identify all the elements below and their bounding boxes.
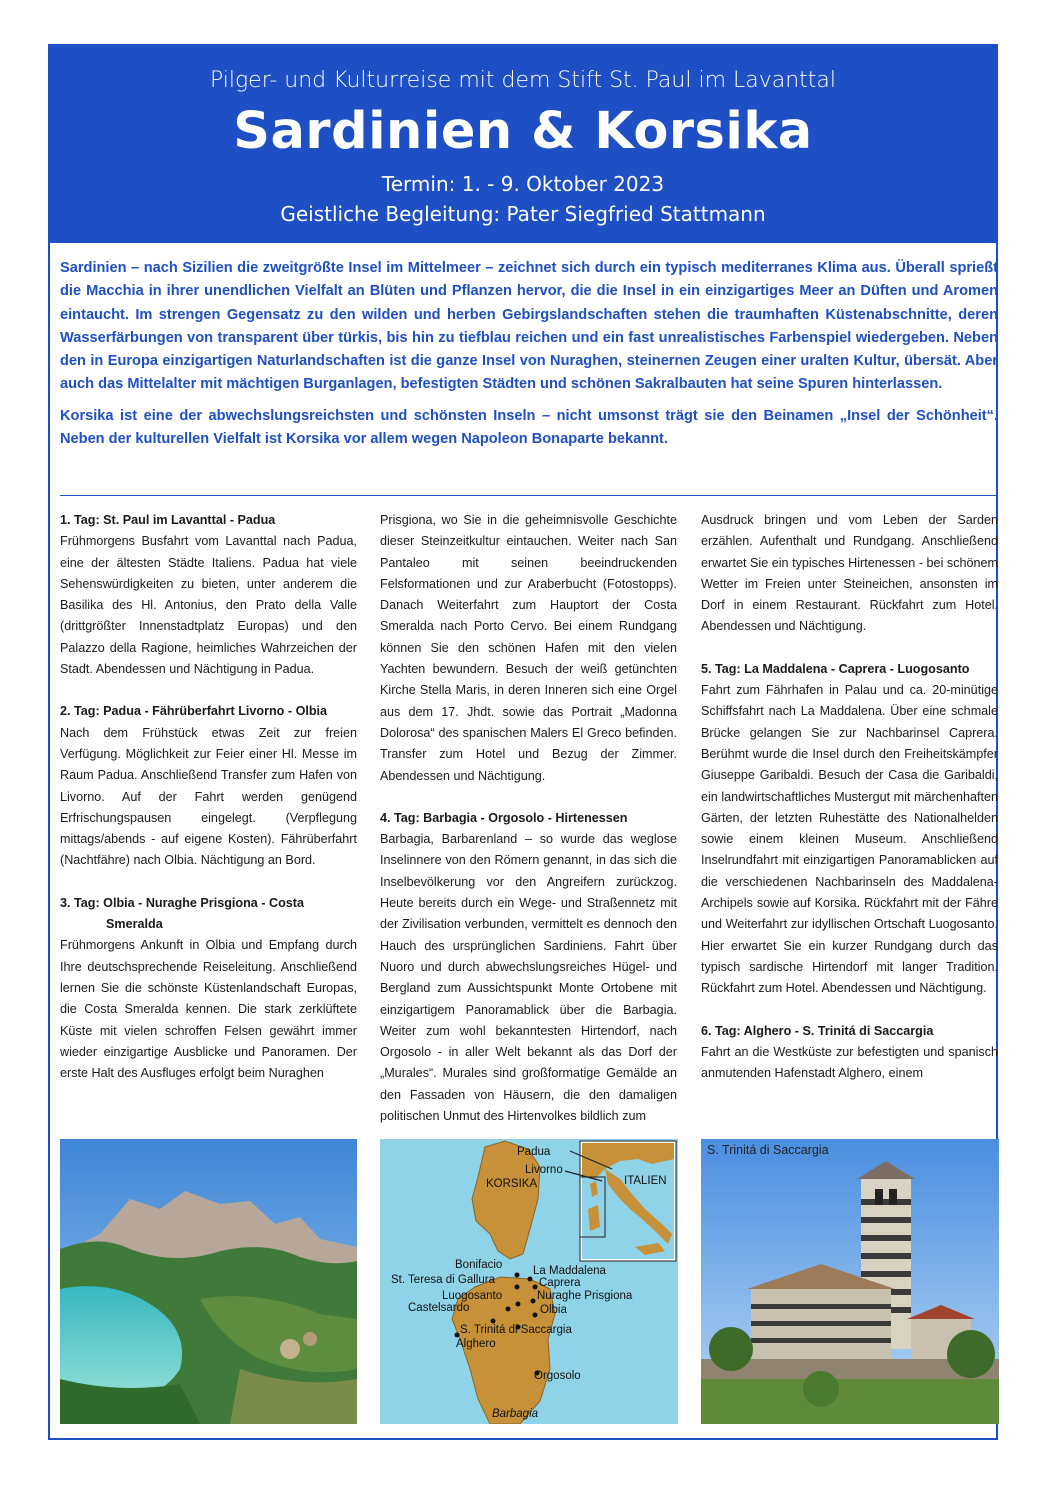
column-2 bbox=[380, 510, 677, 1127]
map-point bbox=[528, 1277, 533, 1282]
section-divider bbox=[60, 495, 998, 496]
route-map bbox=[380, 1139, 678, 1424]
column-3 bbox=[701, 510, 998, 1084]
day-title-line-2: Smeralda bbox=[106, 917, 163, 932]
map-label-st-teresa: St. Teresa di Gallura bbox=[391, 1274, 495, 1286]
day-6 bbox=[701, 1021, 998, 1085]
day-text: Fahrt an die Westküste zur befestigten und spanisch anmutenden Hafenstadt Alghero, einem bbox=[701, 1044, 998, 1081]
map-illustration bbox=[380, 1139, 678, 1424]
day-4 bbox=[380, 808, 677, 1127]
map-label-la-maddalena: La Maddalena bbox=[533, 1265, 606, 1277]
day-1 bbox=[60, 510, 357, 680]
map-point bbox=[455, 1333, 460, 1338]
day-title: 1. Tag: St. Paul im Lavanttal - Padua bbox=[60, 513, 276, 527]
coast-photo bbox=[60, 1139, 357, 1424]
map-point bbox=[506, 1307, 511, 1312]
day-title-line-1: 3. Tag: Olbia - Nuraghe Prisgiona - Costa bbox=[60, 895, 304, 910]
day-text: Fahrt zum Fährhafen in Palau und ca. 20-minütige Schiffsfahrt nach La Maddalena. Über eine schmale Brücke gelangen Sie zur Nachbarinsel Caprera. Berühmt wurde die Insel durch den Freiheitskämpfer Giuseppe Garibaldi. Besuch der Casa die Garibaldi, ein landwirtschaftliches Mustergut mit märchenhaften Gärten, der letzten Ruhestätte des Nationalhelden sowie einem kleinen Museum. Anschließend Inselrundfahrt mit einzigartigen Panoramablicken auf die verschiedenen Nachbarinseln des Maddalena-Archipels sowie auf Korsika. Rückfahrt mit der Fähre und Weiterfahrt zur idyllischen Ortschaft Luogosanto. Hier erwartet Sie ein kurzer Rundgang durch das typisch sardische Hirtendorf mit langer Tradition. Rückfahrt zum Hotel. Abendessen und Nächtigung. bbox=[701, 683, 998, 996]
day-5 bbox=[701, 659, 998, 1000]
map-point bbox=[515, 1285, 520, 1290]
map-label-olbia: Olbia bbox=[540, 1304, 567, 1316]
day-text: Barbagia, Barbarenland – so wurde das weglose Inselinnere von den Römern genannt, in das sich die Inselbevölkerung vor den Angreifern zurückzog. Heute bereits durch ein Wege- und Straßennetz mit der Zivilisation verbunden, vermittelt es dennoch den Hauch des ursprünglichen Sardiniens. Fahrt über Nuoro und durch abwechslungsreiches Hügel- und Bergland zum Aussichtspunkt Monte Ortobene mit einzigartigem Panoramablick über die Barbagia. Weiter zum wohl bekanntesten Hirtendorf, nach Orgosolo - in aller Welt bekannt als das Dorf der „Murales“. Murales sind großformatige Gemälde an den Fassaden von Häusern, die den damaligen politischen Unmut des Hirtenvolkes bildlich zum bbox=[380, 832, 677, 1124]
day-text: Frühmorgens Busfahrt vom Lavanttal nach Padua, eine der ältesten Städte Italiens. Padua hat viele Sehenswürdigkeiten zu bieten, unter anderem die Basilika des Hl. Antonius, den Prato della Valle (drittgrößter Innenstadtplatz Europas) und den Palazzo della Ragione, heimliches Wahrzeichen der Stadt. Abendessen und Nächtigung in Padua. bbox=[60, 534, 357, 677]
map-point bbox=[516, 1302, 521, 1307]
map-label-trinita: S. Trinitá di Saccargia bbox=[460, 1324, 572, 1336]
church-photo bbox=[701, 1139, 999, 1424]
day-4-continued bbox=[701, 510, 998, 638]
intro-text bbox=[60, 257, 998, 459]
map-point bbox=[491, 1319, 496, 1324]
coast-photo-illustration bbox=[60, 1139, 357, 1424]
header-date: Termin: 1. - 9. Oktober 2023 bbox=[381, 172, 665, 196]
map-point bbox=[531, 1299, 536, 1304]
map-label-italien: ITALIEN bbox=[624, 1175, 667, 1187]
map-label-livorno: Livorno bbox=[525, 1164, 563, 1176]
day-text: Nach dem Frühstück etwas Zeit zur freien Verfügung. Möglichkeit zur Feier einer Hl. Messe im Raum Padua. Anschließend Transfer zum Hafen von Livorno. Auf der Fahrt werden genügend Erfrischungspausen eingelegt. (Verpflegung mittags/abends - auf eigene Kosten). Fährüberfahrt (Nachtfähre) nach Olbia. Nächtigung an Bord. bbox=[60, 725, 357, 868]
day-text: Prisgiona, wo Sie in die geheimnisvolle Geschichte dieser Steinzeitkultur eintauchen. Weiter nach San Pantaleo mit seinen beeindruckenden Felsformationen und zur Araberbucht (Fotostopps). Danach Weiterfahrt zum Hauptort der Costa Smeralda nach Porto Cervo. Bei einem Rundgang können Sie den schönen Hafen mit den vielen Yachten bewundern. Besuch der weiß getünchten Kirche Stella Maris, in deren Inneren sich eine Orgel aus dem 17. Jhdt. sowie das Portrait „Madonna Dolorosa“ des spanischen Malers El Greco befinden. Transfer zum Hotel und Bezug der Zimmer. Abendessen und Nächtigung. bbox=[380, 513, 677, 783]
map-label-padua: Padua bbox=[517, 1146, 551, 1158]
day-title bbox=[60, 893, 357, 936]
map-label-korsika: KORSIKA bbox=[486, 1178, 538, 1190]
map-label-orgosolo: Orgosolo bbox=[534, 1370, 581, 1382]
day-2 bbox=[60, 701, 357, 871]
map-label-barbagia: Barbagia bbox=[492, 1408, 539, 1420]
page-title: Sardinien & Korsika bbox=[233, 102, 813, 161]
map-label-alghero: Alghero bbox=[456, 1338, 496, 1350]
day-3-continued bbox=[380, 510, 677, 787]
intro-sardinien: Sardinien – nach Sizilien die zweitgrößte Insel im Mittelmeer – zeichnet sich durch ein typisch mediterranes Klima aus. Überall sprießt die Macchia in ihrer unendlichen Vielfalt an Blüten und Pflanzen hervor, die die Insel in ein einzigartiges Meer an Düften und Aromen eintaucht. Im strengen Gegensatz zu den wilden und herben Gebirgslandschaften stehen die traumhaften Küstenabschnitte, deren Wasserfärbungen von transparent über türkis, bis hin zu tiefblau reichen und ein fast unrealistisches Farbenspiel wiedergeben. Neben den in Europa einzigartigen Naturlandschaften ist die ganze Insel von Nuraghen, steinernen Zeugen einer uralten Kultur, übersät. Aber auch das Mittelalter mit mächtigen Burganlagen, befestigten Städten und schönen Sakralbauten hat seine Spuren hinterlassen. bbox=[60, 260, 998, 393]
header-banner bbox=[48, 44, 998, 243]
header-kicker: Pilger- und Kulturreise mit dem Stift St. Paul im Lavanttal bbox=[209, 68, 837, 93]
map-label-bonifacio: Bonifacio bbox=[455, 1259, 503, 1271]
church-photo-caption: S. Trinitá di Saccargia bbox=[707, 1143, 829, 1157]
map-point bbox=[533, 1285, 538, 1290]
map-point bbox=[533, 1313, 538, 1318]
day-title: 4. Tag: Barbagia - Orgosolo - Hirtenessen bbox=[380, 810, 628, 825]
day-text: Frühmorgens Ankunft in Olbia und Empfang durch Ihre deutschsprechende Reiseleitung. Anschließend lernen Sie die schönste Küstenlandschaft Europas, die Costa Smeralda kennen. Die stark zerklüftete Küste mit vielen schroffen Felsen gewährt immer wieder einzigartige Ausblicke und Panoramen. Der erste Halt des Ausfluges erfolgt beim Nuraghen bbox=[60, 938, 357, 1081]
map-point bbox=[515, 1273, 520, 1278]
header-guide: Geistliche Begleitung: Pater Siegfried Stattmann bbox=[280, 202, 766, 226]
map-label-caprera: Caprera bbox=[539, 1277, 581, 1289]
column-1 bbox=[60, 510, 357, 1084]
church-photo-illustration bbox=[701, 1139, 999, 1424]
map-label-luogosanto: Luogosanto bbox=[442, 1290, 503, 1302]
day-title: 5. Tag: La Maddalena - Caprera - Luogosanto bbox=[701, 661, 970, 676]
map-label-nuraghe: Nuraghe Prisgiona bbox=[537, 1290, 633, 1302]
day-3 bbox=[60, 893, 357, 1085]
day-text: Ausdruck bringen und vom Leben der Sarden erzählen. Aufenthalt und Rundgang. Anschließend erwartet Sie ein typisches Hirtenessen - bei schönem Wetter im Freien unter Steineichen, ansonsten im Dorf in einem Restaurant. Rückfahrt zum Hotel. Abendessen und Nächtigung. bbox=[701, 513, 998, 634]
intro-korsika: Korsika ist eine der abwechslungsreichsten und schönsten Inseln – nicht umsonst trägt sie den Beinamen „Insel der Schönheit“. Neben der kulturellen Vielfalt ist Korsika vor allem wegen Napoleon Bonaparte bekannt. bbox=[60, 407, 998, 448]
day-title: 6. Tag: Alghero - S. Trinitá di Saccargia bbox=[701, 1023, 934, 1038]
day-title: 2. Tag: Padua - Fährüberfahrt Livorno - Olbia bbox=[60, 704, 328, 719]
map-label-castelsardo: Castelsardo bbox=[408, 1302, 470, 1314]
